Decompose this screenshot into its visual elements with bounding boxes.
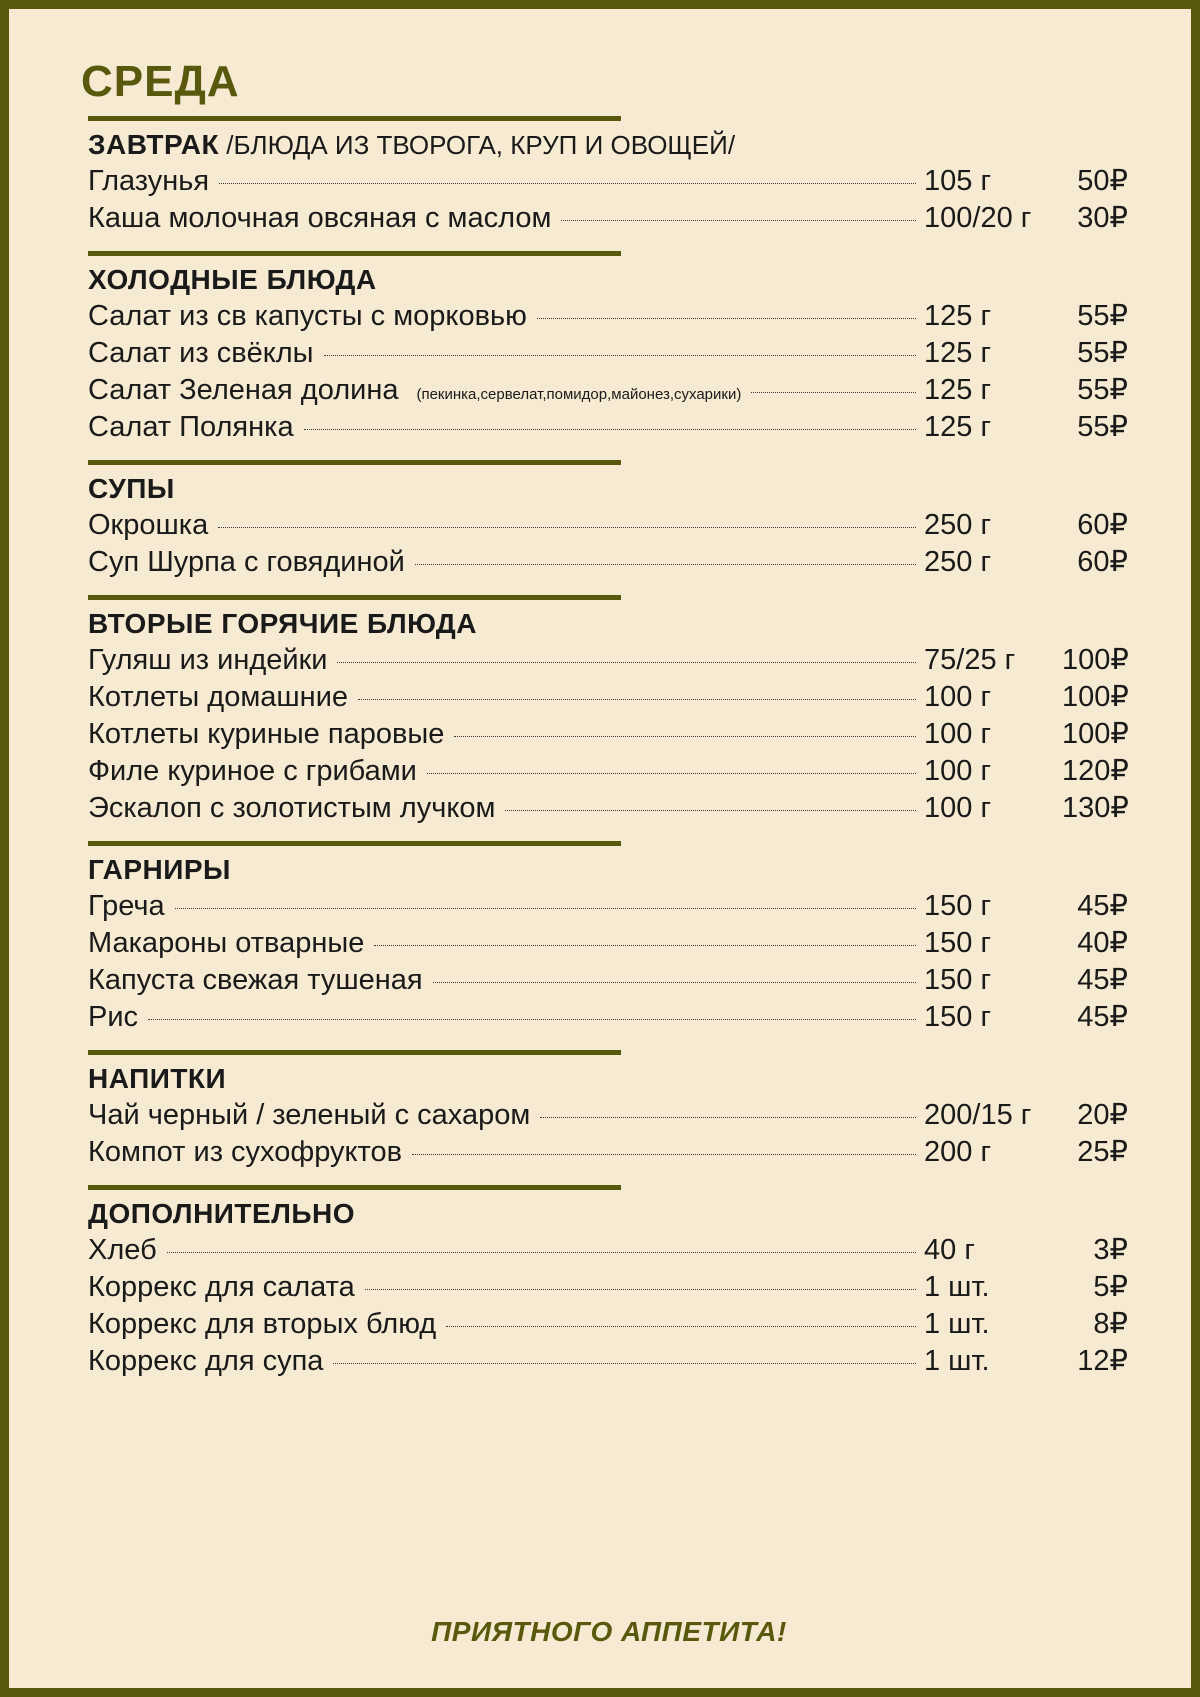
item-price: 40₽ [1077,927,1128,959]
menu-item [88,925,1128,962]
item-price: 25₽ [1077,1136,1128,1168]
item-weight: 100 г [924,681,992,713]
section-gap [88,581,1128,595]
dot-leader [175,908,916,909]
dot-leader [358,699,916,700]
item-name: Суп Шурпа с говядиной [88,546,405,578]
dot-leader [324,355,916,356]
item-name: Филе куриное с грибами [88,755,417,787]
page-title: СРЕДА [81,57,240,106]
menu-item [88,1269,1128,1306]
dot-leader [561,220,916,221]
item-price: 100₽ [1062,681,1129,713]
item-weight: 105 г [924,165,992,197]
menu-item [88,1134,1128,1171]
dot-leader [374,945,916,946]
section-divider [88,841,621,846]
section-heading [88,1061,1128,1097]
item-price: 5₽ [1093,1271,1128,1303]
item-name: Греча [88,890,165,922]
item-price: 8₽ [1093,1308,1128,1340]
item-name: Рис [88,1001,139,1033]
item-name: Котлеты куриные паровые [88,718,445,750]
item-price: 45₽ [1077,890,1128,922]
item-price: 20₽ [1077,1099,1128,1131]
menu-item [88,753,1128,790]
section-gap [88,446,1128,460]
item-name: Коррекс для супа [88,1345,324,1377]
dot-leader [333,1363,916,1364]
dot-leader [505,810,916,811]
item-name: Салат Зеленая долина [88,374,399,406]
item-weight: 75/25 г [924,644,1016,676]
item-weight: 250 г [924,546,992,578]
dot-leader [540,1117,916,1118]
item-weight: 150 г [924,890,992,922]
item-price: 55₽ [1077,337,1128,369]
item-weight: 200 г [924,1136,992,1168]
section-divider [88,460,621,465]
menu-item [88,1306,1128,1343]
item-weight: 150 г [924,1001,992,1033]
section-title: ВТОРЫЕ ГОРЯЧИЕ БЛЮДА [88,608,477,639]
item-name: Каша молочная овсяная с маслом [88,202,552,234]
menu-item [88,1097,1128,1134]
dot-leader [219,183,916,184]
menu-item [88,200,1128,237]
item-price: 3₽ [1093,1234,1128,1266]
item-name: Салат из свёклы [88,337,314,369]
item-name: Капуста свежая тушеная [88,964,423,996]
menu-item [88,1232,1128,1269]
section-heading [88,471,1128,507]
dot-leader [148,1019,916,1020]
item-price: 55₽ [1077,411,1128,443]
dot-leader [365,1289,916,1290]
dot-leader [537,318,916,319]
item-weight: 100 г [924,792,992,824]
section-title: НАПИТКИ [88,1063,227,1094]
item-weight: 100 г [924,755,992,787]
section-heading [88,262,1128,298]
menu-item [88,790,1128,827]
menu-item [88,999,1128,1036]
dot-leader [412,1154,916,1155]
dot-leader [304,429,916,430]
section-gap [88,827,1128,841]
dot-leader [454,736,916,737]
item-price: 50₽ [1077,165,1128,197]
section-title: СУПЫ [88,473,175,504]
section-divider [88,1185,621,1190]
item-weight: 1 шт. [924,1271,990,1303]
item-price: 45₽ [1077,964,1128,996]
item-name: Салат из св капусты с морковью [88,300,527,332]
menu-item [88,409,1128,446]
menu-item [88,1343,1128,1380]
item-name: Салат Полянка [88,411,294,443]
footer-slogan: ПРИЯТНОГО АППЕТИТА! [431,1616,787,1647]
section-subtitle: /БЛЮДА ИЗ ТВОРОГА, КРУП И ОВОЩЕЙ/ [219,130,736,160]
item-price: 55₽ [1077,300,1128,332]
section-heading [88,852,1128,888]
dot-leader [415,564,916,565]
menu-item [88,163,1128,200]
item-price: 120₽ [1062,755,1129,787]
section-title: ХОЛОДНЫЕ БЛЮДА [88,264,377,295]
dot-leader [446,1326,916,1327]
item-weight: 150 г [924,927,992,959]
item-price: 45₽ [1077,1001,1128,1033]
item-weight: 125 г [924,374,992,406]
item-name: Гуляш из индейки [88,644,328,676]
item-weight: 100 г [924,718,992,750]
section-title: ДОПОЛНИТЕЛЬНО [88,1198,355,1229]
dot-leader [433,982,916,983]
section-gap [88,237,1128,251]
item-price: 60₽ [1077,509,1128,541]
item-weight: 40 г [924,1234,975,1266]
section-heading [88,1196,1128,1232]
item-name: Чай черный / зеленый с сахаром [88,1099,531,1131]
dot-leader [751,392,916,393]
section-gap [88,1036,1128,1050]
item-name: Эскалоп с золотистым лучком [88,792,496,824]
item-name: Коррекс для вторых блюд [88,1308,437,1340]
item-price: 12₽ [1077,1345,1128,1377]
menu-item [88,888,1128,925]
section-gap [88,1171,1128,1185]
menu-item [88,507,1128,544]
menu-list [88,116,1128,1380]
item-price: 100₽ [1062,718,1129,750]
item-weight: 125 г [924,337,992,369]
item-weight: 125 г [924,300,992,332]
section-divider [88,1050,621,1055]
item-price: 55₽ [1077,374,1128,406]
item-weight: 1 шт. [924,1345,990,1377]
item-weight: 1 шт. [924,1308,990,1340]
dot-leader [218,527,916,528]
item-name: Окрошка [88,509,209,541]
item-price: 130₽ [1062,792,1129,824]
menu-item [88,642,1128,679]
dot-leader [337,662,916,663]
item-name: Глазунья [88,165,210,197]
item-weight: 200/15 г [924,1099,1032,1131]
item-name: Компот из сухофруктов [88,1136,403,1168]
menu-item [88,962,1128,999]
item-price: 60₽ [1077,546,1128,578]
section-divider [88,595,621,600]
section-title: ГАРНИРЫ [88,854,231,885]
item-weight: 250 г [924,509,992,541]
item-weight: 150 г [924,964,992,996]
item-price: 30₽ [1077,202,1128,234]
item-price: 100₽ [1062,644,1129,676]
dot-leader [427,773,916,774]
item-weight: 125 г [924,411,992,443]
item-weight: 100/20 г [924,202,1032,234]
menu-item [88,372,1128,409]
section-heading [88,606,1128,642]
menu-item [88,335,1128,372]
section-heading [88,127,1128,163]
item-name: Хлеб [88,1234,157,1266]
item-name: Макароны отварные [88,927,365,959]
section-divider [88,116,621,121]
item-name: Котлеты домашние [88,681,349,713]
item-note: (пекинка,сервелат,помидор,майонез,сухарики) [416,386,742,403]
dot-leader [167,1252,916,1253]
menu-item [88,298,1128,335]
menu-item [88,544,1128,581]
section-title: ЗАВТРАК [88,129,220,160]
menu-item [88,716,1128,753]
menu-item [88,679,1128,716]
item-name: Коррекс для салата [88,1271,355,1303]
section-divider [88,251,621,256]
